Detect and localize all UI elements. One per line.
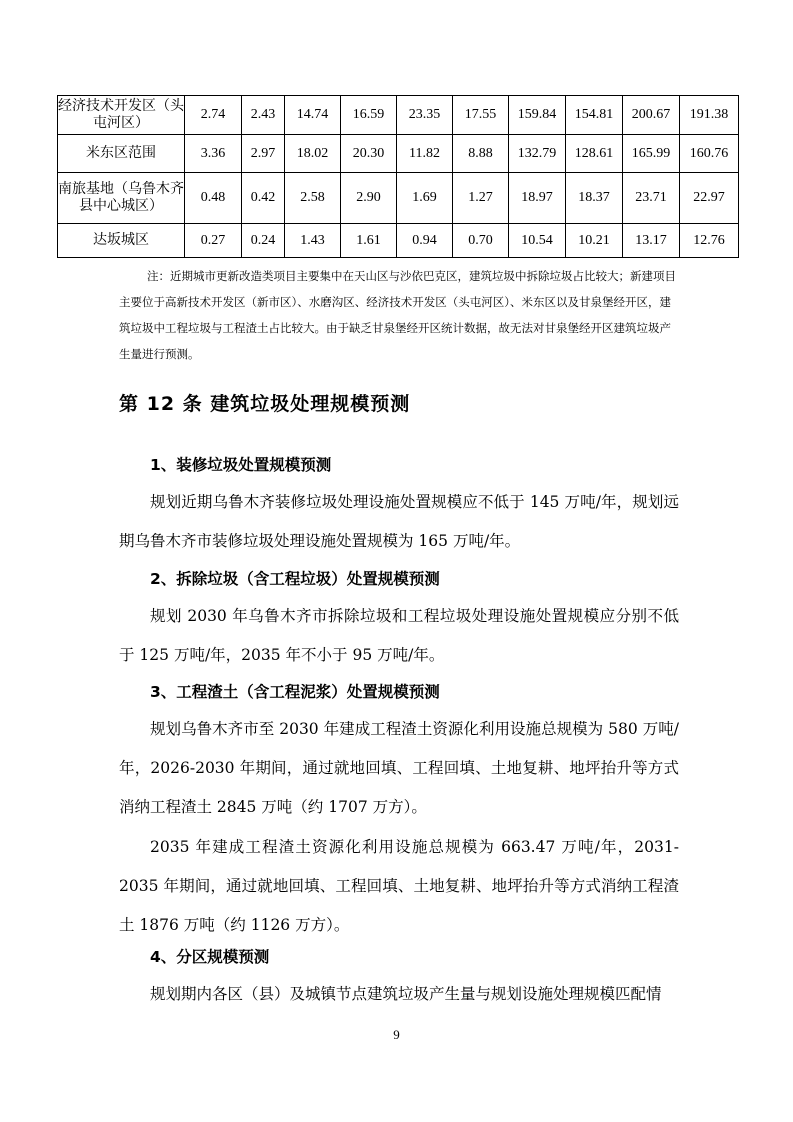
table-cell: 10.21 bbox=[566, 224, 623, 258]
waste-forecast-table bbox=[57, 95, 739, 258]
table-cell: 23.71 bbox=[623, 173, 680, 224]
table-cell: 2.74 bbox=[185, 96, 242, 135]
table-cell: 22.97 bbox=[680, 173, 739, 224]
table-cell: 18.37 bbox=[566, 173, 623, 224]
table-row bbox=[58, 224, 739, 258]
row-name: 达坂城区 bbox=[58, 224, 185, 258]
table-cell: 0.70 bbox=[453, 224, 509, 258]
row-name: 米东区范围 bbox=[58, 135, 185, 173]
table-cell: 3.36 bbox=[185, 135, 242, 173]
table-cell: 159.84 bbox=[509, 96, 566, 135]
table-cell: 154.81 bbox=[566, 96, 623, 135]
section-heading: 3、工程渣土（含工程泥浆）处置规模预测 bbox=[150, 683, 440, 701]
article-title: 第 12 条 建筑垃圾处理规模预测 bbox=[119, 393, 411, 415]
table-cell: 0.24 bbox=[242, 224, 285, 258]
table-cell: 13.17 bbox=[623, 224, 680, 258]
table-cell: 1.27 bbox=[453, 173, 509, 224]
table-cell: 2.58 bbox=[285, 173, 341, 224]
paragraph: 2035 年建成工程渣土资源化利用设施总规模为 663.47 万吨/年，2031-2035 年期间，通过就地回填、工程回填、土地复耕、地坪抬升等方式消纳工程渣土 1876 万吨（约 1126 万方）。 bbox=[119, 838, 679, 934]
paragraph: 规划近期乌鲁木齐装修垃圾处理设施处置规模应不低于 145 万吨/年，规划远期乌鲁木齐市装修垃圾处理设施处置规模为 165 万吨/年。 bbox=[119, 493, 679, 550]
table-cell: 14.74 bbox=[285, 96, 341, 135]
paragraph: 规划 2030 年乌鲁木齐市拆除垃圾和工程垃圾处理设施处置规模应分别不低于 125 万吨/年，2035 年不小于 95 万吨/年。 bbox=[119, 607, 679, 664]
table-cell: 0.94 bbox=[397, 224, 453, 258]
row-name: 经济技术开发区（头屯河区） bbox=[58, 96, 185, 135]
table-cell: 200.67 bbox=[623, 96, 680, 135]
table-cell: 17.55 bbox=[453, 96, 509, 135]
table-cell: 18.97 bbox=[509, 173, 566, 224]
table-cell: 0.42 bbox=[242, 173, 285, 224]
row-name: 南旅基地（乌鲁木齐县中心城区） bbox=[58, 173, 185, 224]
table-cell: 128.61 bbox=[566, 135, 623, 173]
table-cell: 1.69 bbox=[397, 173, 453, 224]
table-cell: 132.79 bbox=[509, 135, 566, 173]
table-cell: 0.27 bbox=[185, 224, 242, 258]
table-cell: 23.35 bbox=[397, 96, 453, 135]
table-cell: 0.48 bbox=[185, 173, 242, 224]
table-row bbox=[58, 96, 739, 135]
table-cell: 8.88 bbox=[453, 135, 509, 173]
table-cell: 20.30 bbox=[341, 135, 397, 173]
table-cell: 2.97 bbox=[242, 135, 285, 173]
table-cell: 18.02 bbox=[285, 135, 341, 173]
table-row bbox=[58, 135, 739, 173]
table-note: 注：近期城市更新改造类项目主要集中在天山区与沙依巴克区，建筑垃圾中拆除垃圾占比较大；新建项目主要位于高新技术开发区（新市区）、水磨沟区、经济技术开发区（头屯河区）、米东区以及甘泉堡经开区，建筑垃圾中工程垃圾与工程渣土占比较大。由于缺乏甘泉堡经开区统计数据，故无法对甘泉堡经开区建筑垃圾产生量进行预测。 bbox=[119, 269, 676, 361]
table-cell: 2.43 bbox=[242, 96, 285, 135]
table-cell: 2.90 bbox=[341, 173, 397, 224]
table-row bbox=[58, 173, 739, 224]
section-heading: 4、分区规模预测 bbox=[150, 948, 270, 966]
table-cell: 165.99 bbox=[623, 135, 680, 173]
table-cell: 11.82 bbox=[397, 135, 453, 173]
table-cell: 191.38 bbox=[680, 96, 739, 135]
table-cell: 10.54 bbox=[509, 224, 566, 258]
table-cell: 16.59 bbox=[341, 96, 397, 135]
section-heading: 2、拆除垃圾（含工程垃圾）处置规模预测 bbox=[150, 570, 440, 588]
section-heading: 1、装修垃圾处置规模预测 bbox=[150, 456, 332, 474]
page-number: 9 bbox=[393, 1027, 400, 1042]
paragraph: 规划期内各区（县）及城镇节点建筑垃圾产生量与规划设施处理规模匹配情 bbox=[150, 985, 662, 1003]
table-cell: 160.76 bbox=[680, 135, 739, 173]
table-cell: 1.61 bbox=[341, 224, 397, 258]
paragraph: 规划乌鲁木齐市至 2030 年建成工程渣土资源化利用设施总规模为 580 万吨/年，2026-2030 年期间，通过就地回填、工程回填、土地复耕、地坪抬升等方式消纳工程渣土 2845 万吨（约 1707 万方）。 bbox=[119, 720, 679, 816]
table-cell: 1.43 bbox=[285, 224, 341, 258]
table-cell: 12.76 bbox=[680, 224, 739, 258]
